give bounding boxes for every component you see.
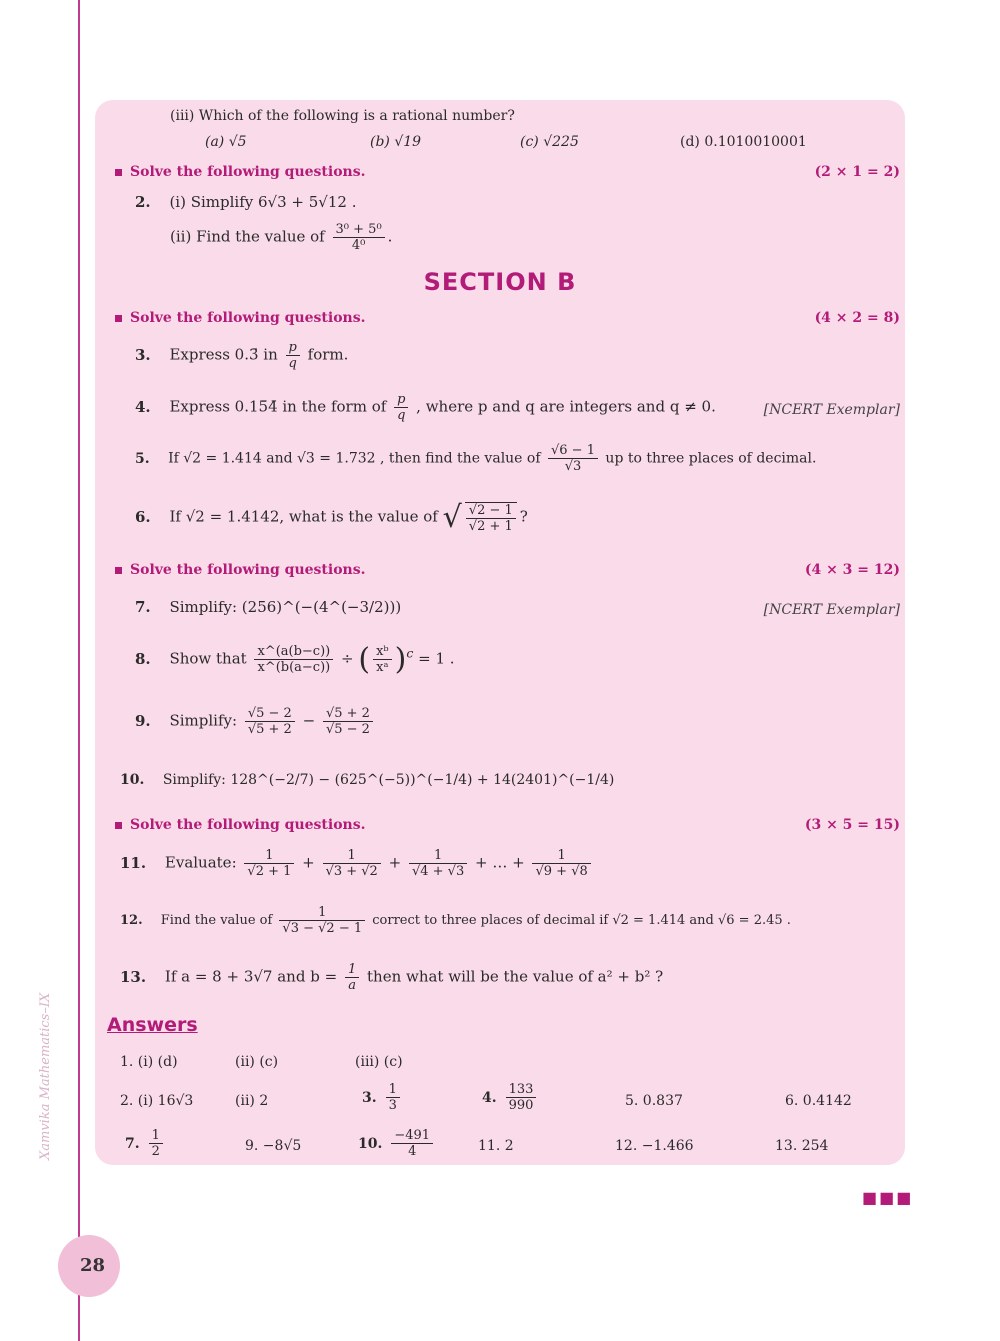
answer-2i: 2. (i) 16√3 (120, 1093, 194, 1109)
question-13: 13. If a = 8 + 3√7 and b = $\frac{1}{a}$ then what will be the value of a² + b² ? (120, 962, 664, 993)
answer-2ii: (ii) 2 (235, 1093, 269, 1109)
margin-line (78, 0, 80, 1341)
answer-5: 5. 0.837 (625, 1093, 683, 1109)
bullet-square-icon (115, 169, 122, 176)
content-panel (95, 100, 905, 1165)
bullet-square-icon (115, 567, 122, 574)
fraction: $\frac{p}{q}$ (394, 392, 408, 423)
reference-label: [NCERT Exemplar] (763, 402, 900, 418)
bullet-square-icon (115, 315, 122, 322)
fraction: $\frac{√5 + 2}{√5 - 2}$ (323, 706, 373, 737)
fraction: $\frac{133}{990}$ (506, 1082, 537, 1113)
left-paren: ( (358, 642, 371, 677)
fraction: $\frac{1}{2}$ (149, 1128, 163, 1159)
question-11: 11. Evaluate: $\frac{1}{√2 + 1}$ + $\frac{1}{√3 + √2}$ + $\frac{1}{√4 + √3}$ + … + $\frac{1}{√9 + √8}$ (120, 848, 594, 879)
reference-label: [NCERT Exemplar] (763, 602, 900, 618)
question-2: 2. (i) Simplify 6√3 + 5√12 . (135, 193, 357, 211)
q1iii-text: (iii) Which of the following is a rational number? (170, 108, 515, 124)
marks-label: (4 × 3 = 12) (804, 562, 900, 578)
answer-12: 12. −1.466 (615, 1138, 694, 1154)
fraction: $\frac{1}{√3 + √2}$ (323, 848, 381, 879)
q1iii-option-d: (d) 0.1010010001 (680, 134, 807, 150)
question-5: 5. If √2 = 1.414 and √3 = 1.732 , then find the value of $\frac{√6 - 1}{√3}$ up to three places of decimal. (135, 443, 817, 474)
answer-9: 9. −8√5 (245, 1138, 302, 1154)
answer-3: 3. $\frac{1}{3}$ (362, 1082, 403, 1113)
fraction: $\frac{\text{xᵇ}}{\text{xᵃ}}$ (373, 644, 392, 675)
question-6: 6. If √2 = 1.4142, what is the value of √ $\frac{√2 - 1}{√2 + 1}$ ? (135, 500, 528, 535)
question-2i: (i) Simplify 6√3 + 5√12 . (169, 193, 357, 211)
fraction: $\frac{x\^{}(a(b-c))}{x\^{}(b(a-c))}$ (254, 644, 333, 675)
right-paren: ) (394, 642, 407, 677)
page-number-badge (58, 1235, 120, 1297)
end-of-chapter-icon: ■■■ (862, 1188, 914, 1207)
radical-icon: √ (442, 500, 462, 535)
fraction: $\frac{1}{a}$ (345, 962, 359, 993)
question-2ii: (ii) Find the value of $\frac{\text{3⁰ + 5⁰}}{\text{4⁰}}$ . (170, 222, 393, 253)
marks-label: (2 × 1 = 2) (814, 164, 900, 180)
book-title: Xamvika Mathematics–IX (38, 992, 53, 1160)
marks-label: (3 × 5 = 15) (804, 817, 900, 833)
instruction-heading: Solve the following questions. (115, 817, 365, 833)
fraction: $\frac{1}{√3 - √2 - 1}$ (279, 905, 365, 936)
question-3: 3. Express 0.3̄ in $\frac{p}{q}$ form. (135, 340, 349, 371)
bullet-square-icon (115, 822, 122, 829)
answer-10: 10. $\frac{-491}{4}$ (358, 1128, 436, 1159)
answer-1: 1. (i) (d) (120, 1054, 178, 1070)
q1iii-option-c: (c) √225 (520, 134, 579, 150)
fraction: $\frac{\text{3⁰ + 5⁰}}{\text{4⁰}}$ (333, 222, 385, 253)
section-title: SECTION B (423, 268, 577, 296)
answer-11: 11. 2 (478, 1138, 514, 1154)
fraction: $\frac{1}{√4 + √3}$ (409, 848, 467, 879)
fraction: $\frac{-491}{4}$ (391, 1128, 433, 1159)
answer-1ii: (ii) (c) (235, 1054, 279, 1070)
question-12: 12. Find the value of $\frac{1}{√3 - √2 - 1}$ correct to three places of decimal if √2 = 1.414 and √6 = 2.45 . (120, 905, 791, 936)
instruction-heading: Solve the following questions. (115, 164, 365, 180)
marks-label: (4 × 2 = 8) (814, 310, 900, 326)
answer-13: 13. 254 (775, 1138, 829, 1154)
question-9: 9. Simplify: $\frac{√5 - 2}{√5 + 2}$ − $\frac{√5 + 2}{√5 - 2}$ (135, 706, 376, 737)
fraction: $\frac{1}{√9 + √8}$ (532, 848, 590, 879)
fraction: $\frac{1}{3}$ (386, 1082, 400, 1113)
instruction-heading: Solve the following questions. (115, 310, 365, 326)
answers-title: Answers (107, 1014, 198, 1036)
fraction: $\frac{√6 - 1}{√3}$ (548, 443, 598, 474)
answer-7: 7. $\frac{1}{2}$ (125, 1128, 166, 1159)
answer-1iii: (iii) (c) (355, 1054, 403, 1070)
fraction: $\frac{√2 - 1}{√2 + 1}$ (465, 502, 517, 534)
question-8: 8. Show that $\frac{x\^{}(a(b-c))}{x\^{}(b(a-c))}$ ÷ ( $\frac{\text{xᵇ}}{\text{xᵃ}}$ )$^c$ = 1 . (135, 642, 455, 677)
fraction: $\frac{√5 - 2}{√5 + 2}$ (245, 706, 295, 737)
page-number: 28 (80, 1255, 106, 1276)
fraction: $\frac{1}{√2 + 1}$ (244, 848, 294, 879)
question-7: 7. Simplify: (256)^(−(4^(−3/2))) (135, 598, 402, 616)
answer-6: 6. 0.4142 (785, 1093, 852, 1109)
fraction: $\frac{p}{q}$ (286, 340, 300, 371)
question-10: 10. Simplify: 128^(−2/7) − (625^(−5))^(−1/4) + 14(2401)^(−1/4) (120, 772, 615, 788)
instruction-heading: Solve the following questions. (115, 562, 365, 578)
question-4: 4. Express 0.15̄4̄ in the form of $\frac{p}{q}$ , where p and q are integers and q ≠ 0. (135, 392, 716, 423)
q1iii-option-b: (b) √19 (370, 134, 422, 150)
q1iii-option-a: (a) √5 (205, 134, 247, 150)
answer-4: 4. $\frac{133}{990}$ (482, 1082, 539, 1113)
